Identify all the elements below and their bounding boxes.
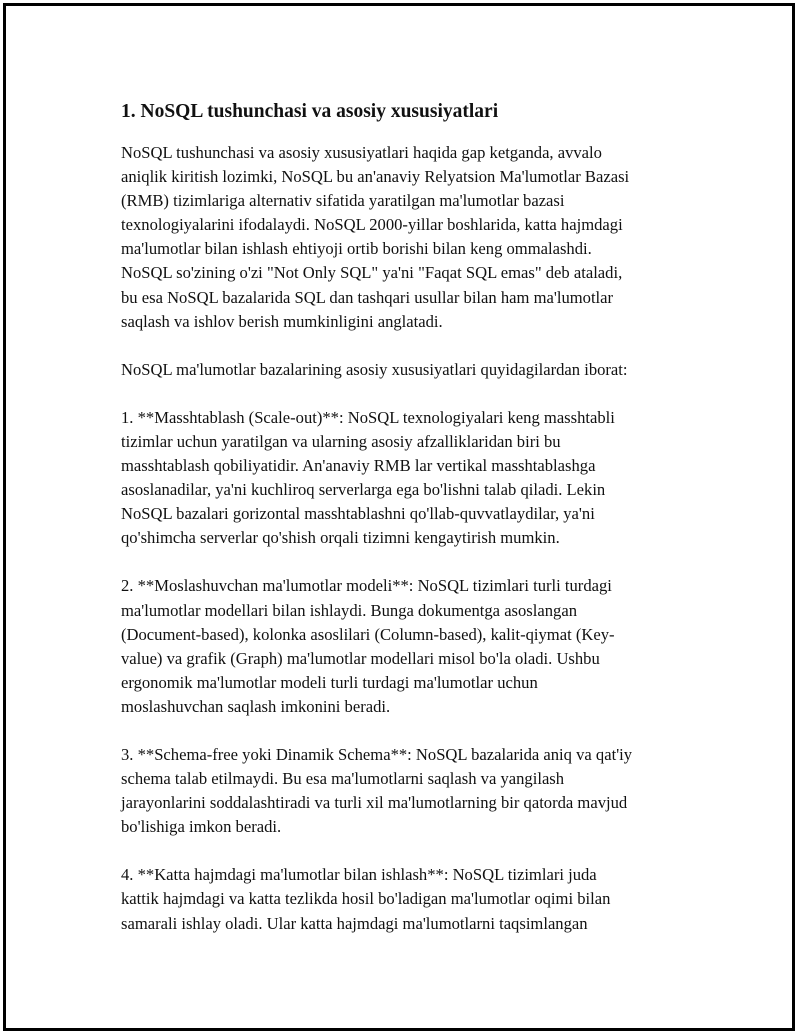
text-line: qo'shimcha serverlar qo'shish orqali tizimni kengaytirish mumkin.	[121, 528, 560, 548]
text-line: samarali ishlay oladi. Ular katta hajmdagi ma'lumotlarni taqsimlangan	[121, 913, 588, 933]
text-line: jarayonlarini soddalashtiradi va turli xil ma'lumotlarning bir qatorda mavjud	[121, 793, 628, 813]
text-line: NoSQL so'zining o'zi "Not Only SQL" ya'ni "Faqat SQL emas" deb ataladi,	[121, 263, 623, 283]
text-line: 2. **Moslashuvchan ma'lumotlar modeli**: NoSQL tizimlari turli turdagi	[121, 576, 612, 596]
text-line: NoSQL ma'lumotlar bazalarining asosiy xususiyatlari quyidagilardan iborat:	[121, 359, 628, 379]
text-line: kattik hajmdagi va katta tezlikda hosil bo'ladigan ma'lumotlar oqimi bilan	[121, 889, 611, 909]
paragraph-intro	[121, 141, 701, 334]
text-line: 1. **Masshtablash (Scale-out)**: NoSQL texnologiyalari keng masshtabli	[121, 407, 615, 427]
text-line: (Document-based), kolonka asoslilari (Column-based), kalit-qiymat (Key-	[121, 624, 615, 644]
page-frame	[3, 3, 795, 1031]
text-line: 3. **Schema-free yoki Dinamik Schema**: NoSQL bazalarida aniq va qat'iy	[121, 744, 633, 764]
text-line: schema talab etilmaydi. Bu esa ma'lumotlarni saqlash va yangilash	[121, 769, 565, 789]
text-line: 4. **Katta hajmdagi ma'lumotlar bilan ishlash**: NoSQL tizimlari juda	[121, 865, 597, 885]
text-line: aniqlik kiritish lozimki, NoSQL bu an'anaviy Relyatsion Ma'lumotlar Bazasi	[121, 167, 630, 187]
paragraph-feature-4	[121, 863, 701, 935]
text-line: (RMB) tizimlariga alternativ sifatida yaratilgan ma'lumotlar bazasi	[121, 191, 565, 211]
paragraph-features-lead	[121, 358, 701, 382]
text-line: ma'lumotlar modellari bilan ishlaydi. Bunga dokumentga asoslangan	[121, 600, 577, 620]
text-line: texnologiyalarini ifodalaydi. NoSQL 2000-yillar boshlarida, katta hajmdagi	[121, 215, 623, 235]
paragraph-feature-3	[121, 743, 701, 839]
text-line: ergonomik ma'lumotlar modeli turli turdagi ma'lumotlar uchun	[121, 672, 538, 692]
text-line: tizimlar uchun yaratilgan va ularning asosiy afzalliklaridan biri bu	[121, 431, 561, 451]
text-line: masshtablash qobiliyatidir. An'anaviy RMB lar vertikal masshtablashga	[121, 456, 596, 476]
paragraph-feature-1	[121, 406, 701, 551]
text-line: bu esa NoSQL bazalarida SQL dan tashqari usullar bilan ham ma'lumotlar	[121, 287, 614, 307]
text-line: asoslanadilar, ya'ni kuchliroq serverlarga ega bo'lishni talab qiladi. Lekin	[121, 480, 606, 500]
paragraph-feature-2	[121, 574, 701, 719]
text-line: bo'lishiga imkon beradi.	[121, 817, 282, 837]
text-line: value) va grafik (Graph) ma'lumotlar modellari misol bo'la oladi. Ushbu	[121, 648, 600, 668]
section-heading: 1. NoSQL tushunchasi va asosiy xususiyatlari	[121, 101, 499, 122]
text-line: ma'lumotlar bilan ishlash ehtiyoji ortib borishi bilan keng ommalashdi.	[121, 239, 592, 259]
text-line: moslashuvchan saqlash imkonini beradi.	[121, 696, 391, 716]
text-line: saqlash va ishlov berish mumkinligini anglatadi.	[121, 311, 443, 331]
document-body	[121, 99, 701, 960]
text-line: NoSQL tushunchasi va asosiy xususiyatlari haqida gap ketganda, avvalo	[121, 143, 602, 162]
text-line: NoSQL bazalari gorizontal masshtablashni qo'llab-quvvatlaydilar, ya'ni	[121, 504, 595, 524]
